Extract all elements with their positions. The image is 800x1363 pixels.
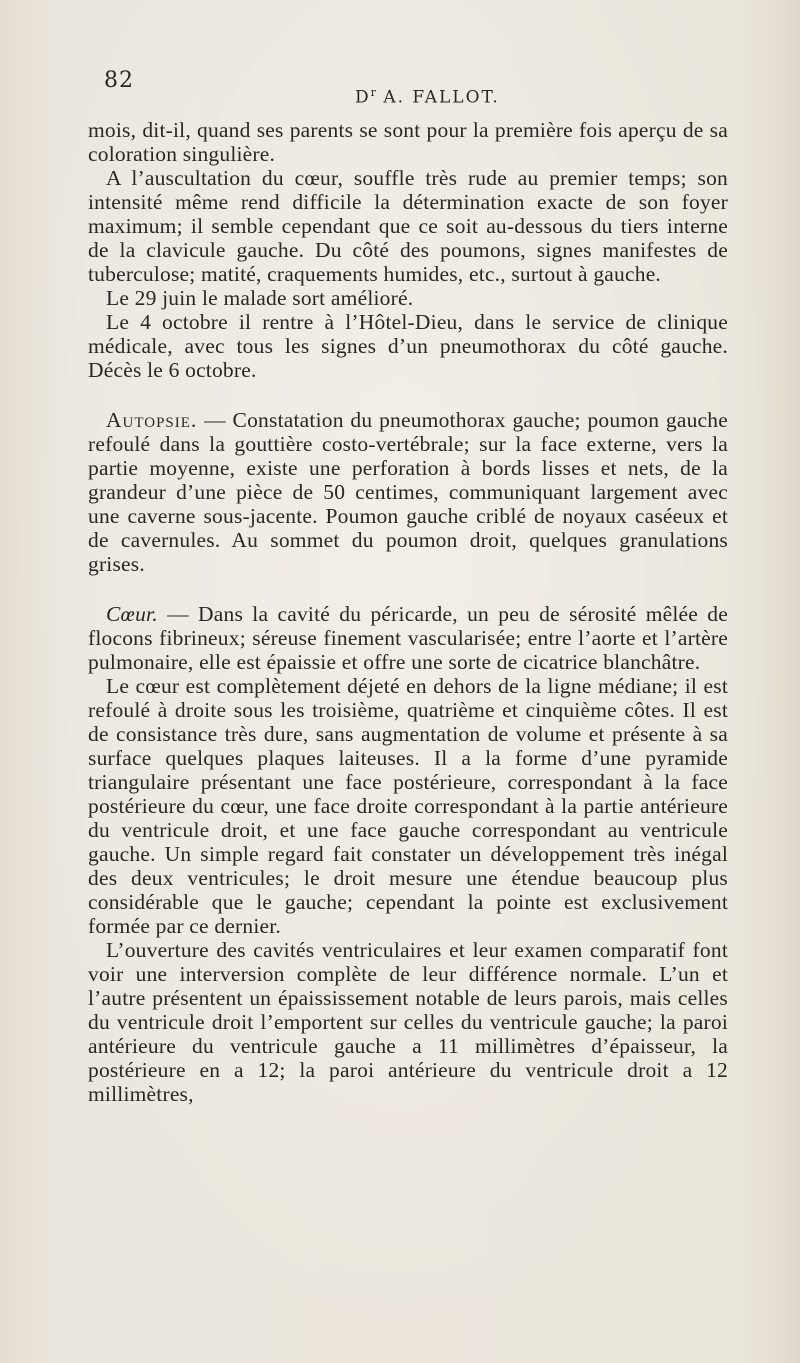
body-text xyxy=(88,118,728,1106)
paragraph-coeur xyxy=(88,602,728,674)
coeur-heading: Cœur. xyxy=(106,602,158,626)
paragraph-4: Le 4 octobre il rentre à l’Hôtel-Dieu, dans le service de clinique médicale, avec tous les signes d’un pneumothorax du côté gauche. Décès le 6 octobre. xyxy=(88,310,728,382)
section-gap xyxy=(88,576,728,602)
page-number: 82 xyxy=(104,68,134,93)
paragraph-7: Le cœur est complètement déjeté en dehors de la ligne médiane; il est refoulé à droite sous les troisième, quatrième et cinquième côtes. Il est de consistance très dure, sans augmentation de volume et présente à sa surface quelques plaques laiteuses. Il a la forme d’une pyramide triangulaire présentant une face postérieure, correspondant à la face postérieure du cœur, une face droite correspondant à la partie antérieure du ventricule droit, et une face gauche correspondant au ventricule gauche. Un simple regard fait constater un développement très inégal des deux ventricules; le droit mesure une étendue beaucoup plus considérable que le gauche; cependant la pointe est exclusivement formée par ce dernier. xyxy=(88,674,728,938)
section-gap xyxy=(88,382,728,408)
paragraph-autopsie xyxy=(88,408,728,576)
paragraph-8: L’ouverture des cavités ventriculaires et leur examen comparatif font voir une interversion complète de leur différence normale. L’un et l’autre présentent un épaississement notable de leurs parois, mais celles du ventricule droit l’emportent sur celles du ventricule gauche; la paroi antérieure du ventricule gauche a 11 millimètres d’épaisseur, la postérieure en a 12; la paroi antérieure du ventricule droit a 12 millimètres, xyxy=(88,938,728,1106)
autopsie-text: — Constatation du pneumothorax gauche; poumon gauche refoulé dans la gouttière costo-vertébrale; sur la face externe, vers la partie moyenne, existe une perforation à bords lisses et nets, de la grandeur d’une pièce de 50 centimes, communiquant largement avec une caverne sous-jacente. Poumon gauche criblé de noyaux caséeux et de cavernules. Au sommet du poumon droit, quelques granulations grises. xyxy=(88,408,728,576)
coeur-text: — Dans la cavité du péricarde, un peu de sérosité mêlée de flocons fibrineux; séreuse finement vascularisée; entre l’aorte et l’artère pulmonaire, elle est épaissie et offre une sorte de cicatrice blanchâtre. xyxy=(88,602,728,674)
author-prefix-sup: r xyxy=(370,86,376,99)
author-name: A. FALLOT. xyxy=(383,87,500,108)
running-head xyxy=(355,86,500,108)
paragraph-3: Le 29 juin le malade sort amélioré. xyxy=(106,286,414,310)
autopsie-heading: Autopsie. xyxy=(106,408,198,432)
paragraph-2: A l’auscultation du cœur, souffle très rude au premier temps; son intensité même rend difficile la détermination exacte de son foyer maximum; il semble cependant que ce soit au-dessous du tiers interne de la clavicule gauche. Du côté des poumons, signes manifestes de tuberculose; matité, craquements humides, etc., surtout à gauche. xyxy=(88,166,728,286)
author-prefix: D xyxy=(355,87,371,108)
paragraph-1: mois, dit-il, quand ses parents se sont pour la première fois aperçu de sa coloration singulière. xyxy=(88,118,728,166)
